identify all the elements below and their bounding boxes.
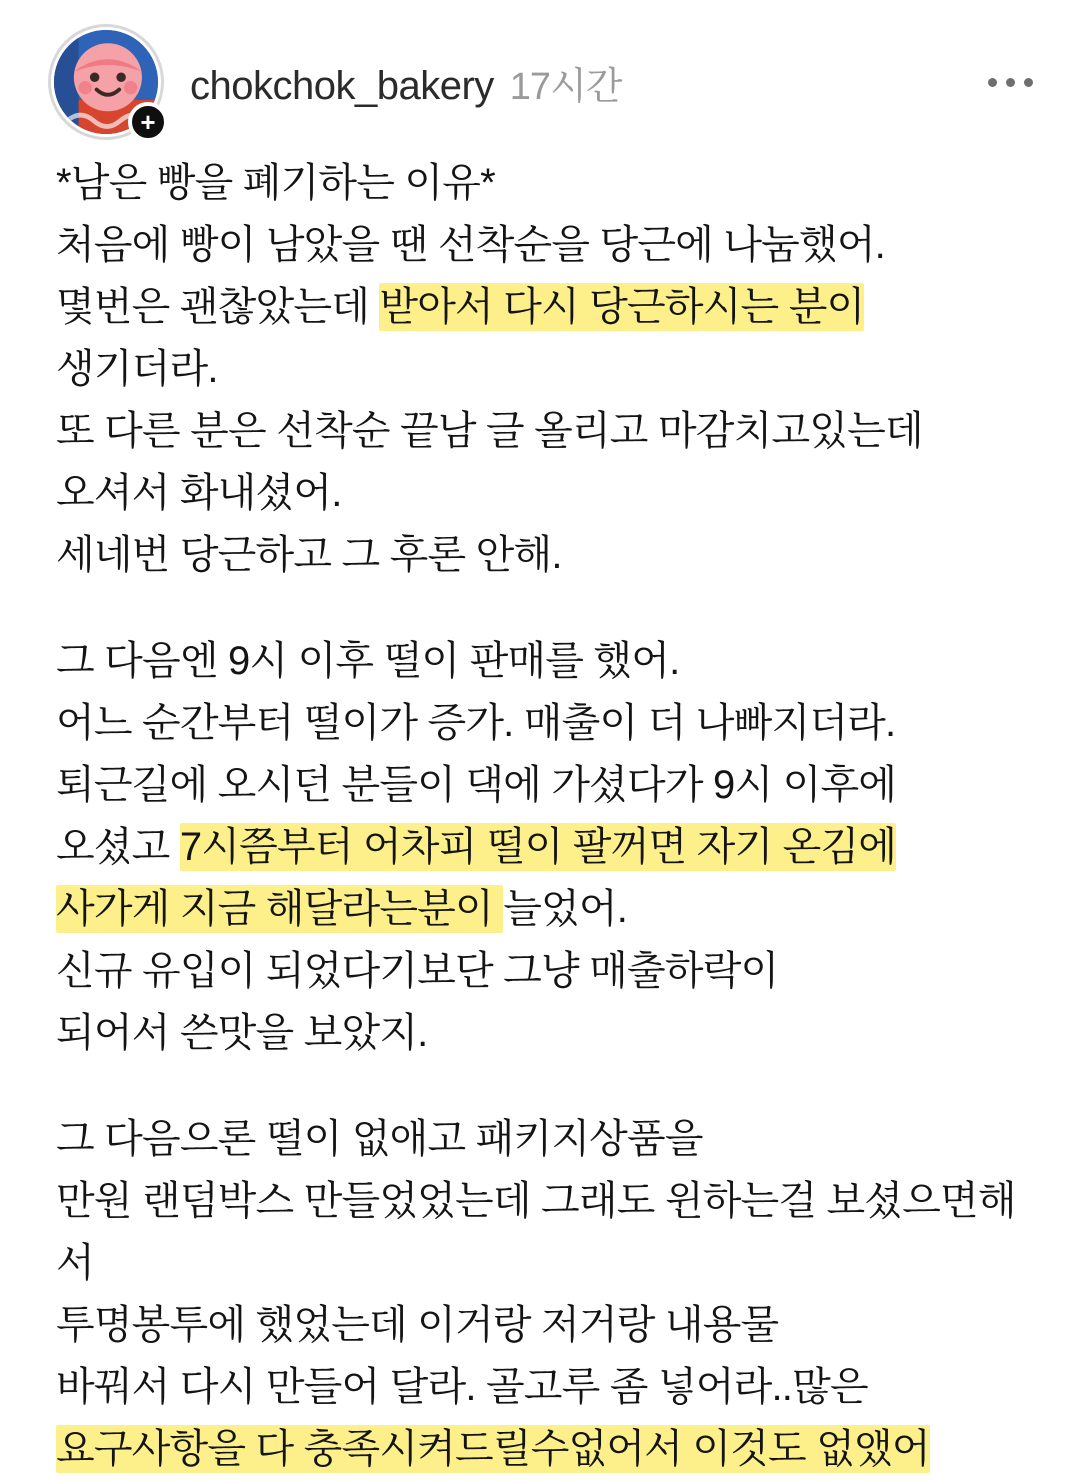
highlighted-text: 사가게 지금 해달라는분이: [56, 887, 504, 931]
highlighted-text: 요구사항을 다 충족시켜드릴수없어서 이것도 없앴어: [56, 1427, 930, 1471]
post-header: [0, 0, 1079, 138]
dot-2: [1006, 78, 1015, 87]
caption-text: 생기더라.: [56, 347, 218, 391]
caption-text: 되어서 쓴맛을 보았지.: [56, 1011, 428, 1055]
highlighted-text: 7시쯤부터 어차피 떨이 팔꺼면 자기 온김에: [179, 825, 897, 869]
caption-text: 오셨고: [56, 825, 180, 869]
caption-text: 신규 유입이 되었다기보단 그냥 매출하락이: [56, 949, 779, 993]
caption-text: 처음에 빵이 남았을 땐 선착순을 당근에 나눔했어.: [56, 223, 885, 267]
more-options-icon[interactable]: [975, 62, 1045, 102]
caption-line: [56, 1294, 1049, 1356]
caption-line: [56, 1002, 1049, 1064]
caption-line: [56, 152, 1049, 214]
caption-text: 늘었어.: [503, 887, 628, 931]
caption-text: 퇴근길에 오시던 분들이 댁에 가셨다가 9시 이후에: [56, 763, 897, 807]
caption-line: [56, 630, 1049, 692]
highlighted-text: 받아서 다시 당근하시는 분이: [379, 285, 865, 329]
caption-line: [56, 940, 1049, 1002]
caption-paragraph: [56, 1108, 1049, 1480]
caption-line: [56, 816, 1049, 878]
dot-1: [988, 78, 997, 87]
caption-line: [56, 1170, 1049, 1294]
caption-line: [56, 524, 1049, 586]
caption-line: [56, 692, 1049, 754]
caption-line: [56, 1418, 1049, 1480]
caption-text: 그 다음으론 떨이 없애고 패키지상품을: [56, 1117, 703, 1161]
timestamp-label: 17시간: [509, 65, 622, 108]
caption-line: [56, 1356, 1049, 1418]
caption-line: [56, 1108, 1049, 1170]
post-caption: [0, 138, 1079, 1480]
caption-text: 그 다음엔 9시 이후 떨이 판매를 했어.: [56, 639, 680, 683]
caption-text: 몇번은 괜찮았는데: [56, 285, 380, 329]
caption-line: [56, 754, 1049, 816]
caption-line: [56, 462, 1049, 524]
dot-3: [1024, 78, 1033, 87]
caption-text: *남은 빵을 폐기하는 이유*: [56, 161, 495, 205]
caption-text: 투명봉투에 했었는데 이거랑 저거랑 내용물: [56, 1303, 779, 1347]
avatar[interactable]: [48, 24, 164, 140]
caption-text: 어느 순간부터 떨이가 증가. 매출이 더 나빠지더라.: [56, 701, 896, 745]
caption-line: [56, 878, 1049, 940]
caption-text: 만원 랜덤박스 만들었었는데 그래도 윈하는걸 보셨으면해서: [56, 1179, 1016, 1285]
caption-line: [56, 214, 1049, 276]
add-story-icon[interactable]: +: [128, 102, 168, 142]
username-label[interactable]: chokchok_bakery: [190, 63, 494, 108]
username-row: [190, 55, 975, 110]
caption-text: 세네번 당근하고 그 후론 안해.: [56, 533, 562, 577]
caption-line: [56, 276, 1049, 338]
caption-line: [56, 338, 1049, 400]
caption-paragraph: [56, 630, 1049, 1064]
caption-text: 또 다른 분은 선착순 끝남 글 올리고 마감치고있는데: [56, 409, 923, 453]
caption-text: 바꿔서 다시 만들어 달라. 골고루 좀 넣어라..많은: [56, 1365, 868, 1409]
caption-paragraph: [56, 152, 1049, 586]
caption-line: [56, 400, 1049, 462]
caption-text: 오셔서 화내셨어.: [56, 471, 342, 515]
